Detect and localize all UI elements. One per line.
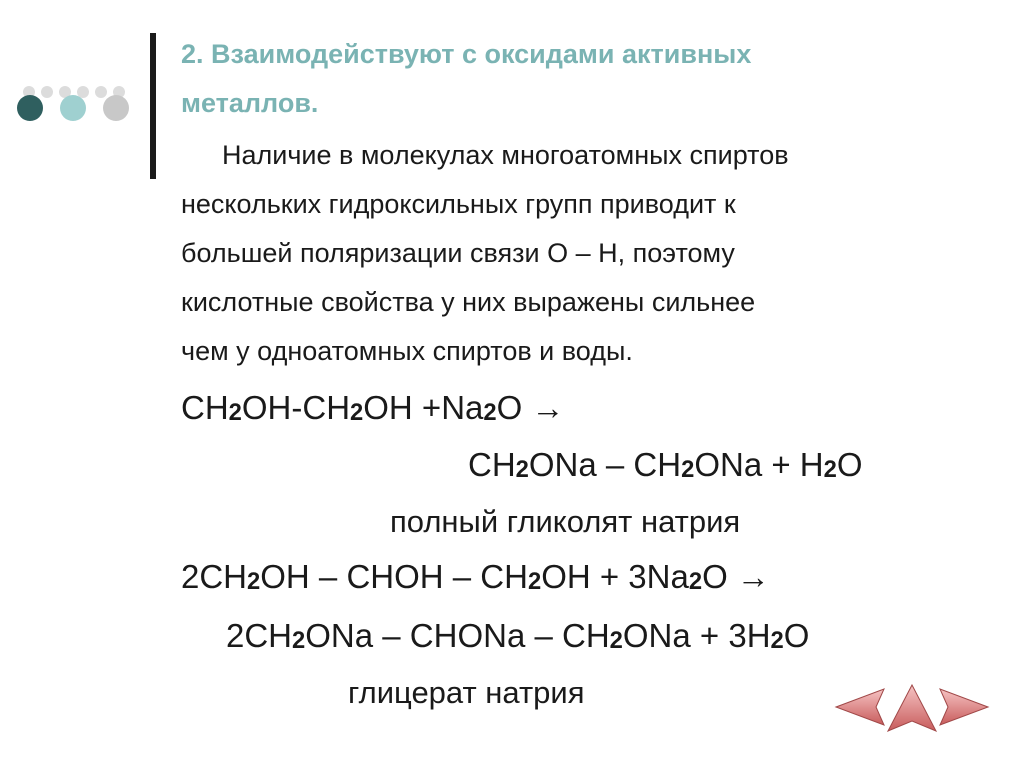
arrow-up-icon (888, 685, 936, 731)
paragraph-line: нескольких гидроксильных групп приводит к (181, 189, 736, 219)
prev-slide-button[interactable] (836, 689, 884, 725)
formula-subscript: 2 (770, 627, 784, 655)
arrow-left-icon (836, 689, 884, 725)
decor-dot (41, 86, 53, 98)
formula-subscript: 2 (609, 627, 623, 655)
paragraph-line: Наличие в молекулах многоатомных спиртов (222, 140, 789, 170)
slide-navigation (832, 683, 992, 733)
paragraph-line: кислотные свойства у них выражены сильнее (181, 287, 756, 317)
paragraph-line: большей поляризации связи О – Н, поэтому (181, 238, 735, 268)
decor-dot-teal (60, 95, 86, 121)
formula-subscript: 2 (228, 399, 242, 427)
reaction-1-reactants: $CH_2OH-CH_2OH +Na_2O$ → (181, 389, 565, 427)
formula-subscript: 2 (681, 456, 695, 484)
reaction-2-reactants: $2CH_2OH$ – CHOH – $CH_2OH + 3Na_2O$ → (181, 558, 770, 596)
reaction-2-product-name: глицерат натрия (348, 675, 585, 710)
formula-subscript: 2 (688, 568, 703, 596)
paragraph-line: чем у одноатомных спиртов и воды. (181, 336, 633, 366)
reaction-1-products: $CH_2ONa - CH_2ONa + H_2O$ (468, 446, 863, 484)
formula-subscript: 2 (527, 568, 542, 596)
formula-subscript: 2 (292, 627, 306, 655)
next-slide-button[interactable] (940, 689, 988, 725)
home-slide-button[interactable] (888, 685, 936, 731)
formula-subscript: 2 (350, 399, 364, 427)
arrow-right-icon (940, 689, 988, 725)
decor-dot-grey (103, 95, 129, 121)
formula-subscript: 2 (247, 568, 261, 596)
reaction-2-products: $2CH_2ONa$ – CHONa – $CH_2ONa + 3H_2O$ (226, 617, 810, 655)
title-divider (150, 33, 156, 179)
formula-subscript: 2 (823, 456, 837, 484)
slide-heading-cont: металлов. (181, 88, 319, 118)
slide-heading: 2. Взаимодействуют с оксидами активных (181, 39, 752, 69)
decor-dot (95, 86, 107, 98)
reaction-1-product-name: полный гликолят натрия (390, 504, 741, 539)
formula-subscript: 2 (515, 456, 529, 484)
decor-dot-dark (17, 95, 43, 121)
formula-subscript: 2 (483, 399, 497, 427)
